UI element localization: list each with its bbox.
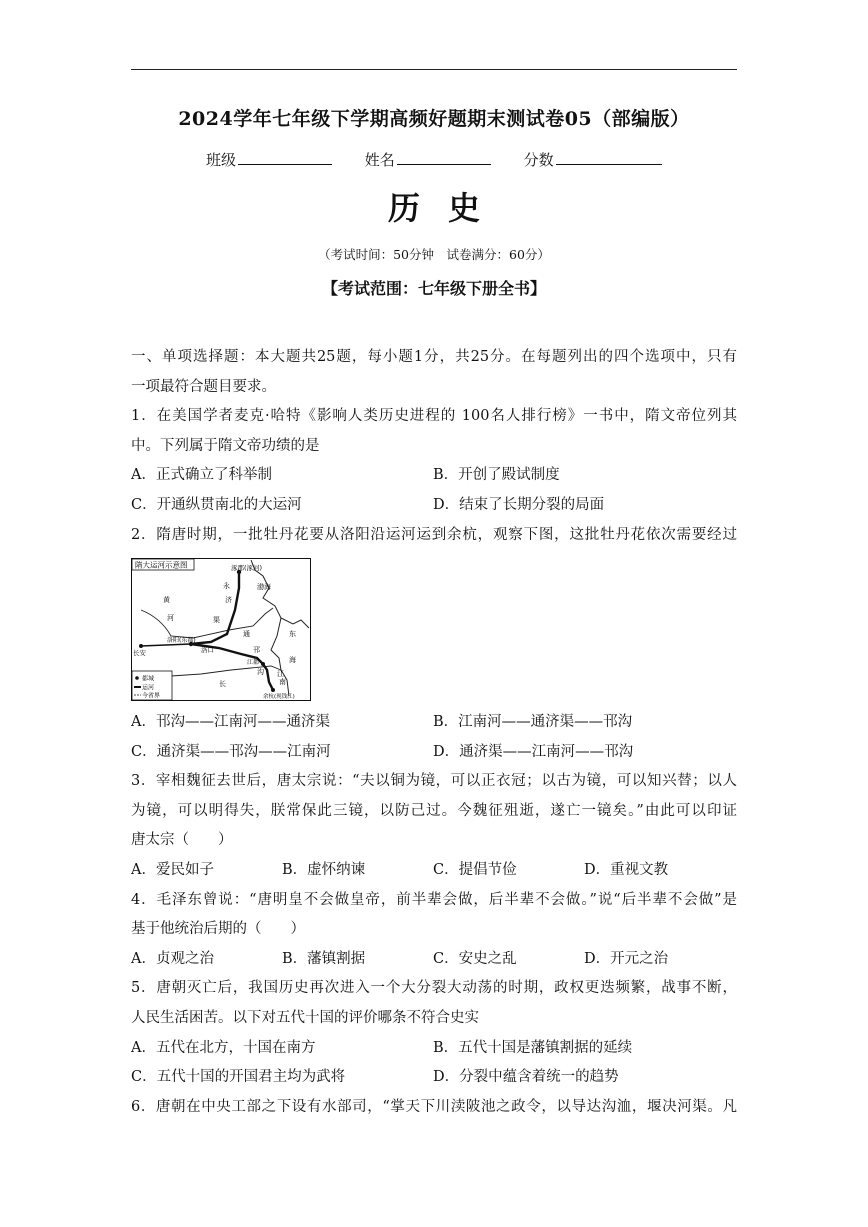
- section-instructions-line2: 一项最符合题目要求。: [131, 378, 276, 395]
- map-label-yong: 永: [223, 582, 230, 590]
- q4-options-row: [131, 945, 737, 975]
- class-label: 班级: [206, 151, 237, 169]
- q2-stem-line1: 2．隋唐时期，一批牡丹花要从洛阳沿运河运到余杭，观察下图，这批牡丹花依次需要经过: [131, 526, 737, 543]
- map-label-jiangdu: 江都: [247, 659, 260, 666]
- map-city-yuhang: [271, 688, 275, 692]
- map-label-zhuojun: 涿郡(涿河): [231, 564, 263, 572]
- exam-title: 2024学年七年级下学期高频好题期末测试卷05（部编版）: [178, 108, 690, 130]
- map-label-qu: 渠: [213, 616, 220, 624]
- map-label-changan: 长安: [133, 649, 146, 657]
- student-info-line: [206, 148, 662, 170]
- q1-stem-line2: 中。下列属于隋文帝功绩的是: [131, 437, 320, 454]
- q3-stem-line3: 唐太宗（ ）: [131, 832, 233, 849]
- q4-option-d[interactable]: D．开元之治: [584, 950, 669, 967]
- map-label-jiang: 江: [277, 670, 284, 678]
- subject-title: 历史: [387, 189, 508, 227]
- map-legend-capital: 都城: [142, 675, 155, 683]
- q3-option-a[interactable]: A．爱民如子: [131, 861, 214, 878]
- time-info: （考试时间：50分钟 试卷满分：60分）: [318, 247, 550, 262]
- grand-canal-map: [131, 558, 311, 701]
- q4-option-c[interactable]: C．安史之乱: [433, 950, 517, 967]
- section-instructions-line1: 一、单项选择题：本大题共25题，每小题1分，共25分。在每题列出的四个选项中，只有: [131, 349, 737, 365]
- map-label-han: 邗: [253, 646, 260, 654]
- map-label-bohai: 渤海: [257, 583, 271, 591]
- q2-option-a[interactable]: A．邗沟——江南河——通济渠: [131, 714, 330, 730]
- q1-option-a[interactable]: A．正式确立了科举制: [131, 467, 272, 484]
- q1-stem-line1: 1．在美国学者麦克·哈特《影响人类历史进程的 100名人排行榜》一书中，隋文帝位列其: [131, 408, 737, 425]
- name-label: 姓名: [364, 151, 395, 169]
- q5-option-c[interactable]: C．五代十国的开国君主均为武将: [131, 1069, 346, 1086]
- map-label-chang: 长: [219, 680, 226, 688]
- q4-option-a[interactable]: A．贞观之治: [131, 950, 214, 967]
- map-label-ji: 济: [225, 596, 232, 604]
- q1-option-c[interactable]: C．开通纵贯南北的大运河: [131, 496, 302, 513]
- map-label-luoyang: 洛阳(东都): [167, 637, 196, 644]
- score-label: 分数: [523, 151, 554, 169]
- map-city-jiangdu: [261, 662, 265, 666]
- question-block-2: [131, 708, 737, 1122]
- map-legend-capital-icon: [135, 676, 139, 680]
- q3-options-row: [131, 856, 737, 886]
- q5-option-b[interactable]: B．五代十国是藩镇割据的延续: [433, 1039, 633, 1056]
- q3-option-b[interactable]: B．虚怀纳谏: [282, 861, 366, 878]
- map-label-huang: 黄: [163, 596, 170, 604]
- q3-option-d[interactable]: D．重视文教: [584, 861, 669, 878]
- q5-options-row2: [131, 1063, 737, 1093]
- q2-options-row2: [131, 738, 737, 768]
- q1-options-row2: [131, 491, 737, 521]
- q2-option-c[interactable]: C．通济渠——邗沟——江南河: [131, 743, 331, 760]
- question-block-1: [131, 343, 737, 550]
- q1-option-b[interactable]: B．开创了殿试制度: [433, 467, 560, 484]
- q5-stem-line1: 5．唐朝灭亡后，我国历史再次进入一个大分裂大动荡的时期，政权更迭频繁，战事不断，: [131, 980, 737, 997]
- map-label-tong: 通: [243, 630, 250, 638]
- name-blank[interactable]: [397, 148, 491, 165]
- class-blank[interactable]: [238, 148, 332, 165]
- q5-stem-line2: 人民生活困苦。以下对五代十国的评价哪条不符合史实: [131, 1009, 479, 1026]
- q5-option-d[interactable]: D．分裂中蕴含着统一的趋势: [433, 1069, 619, 1086]
- q1-options-row1: [131, 461, 737, 491]
- q2-option-b[interactable]: B．江南河——通济渠——邗沟: [433, 714, 633, 730]
- q5-option-a[interactable]: A．五代在北方，十国在南方: [131, 1039, 316, 1056]
- map-city-changan: [139, 644, 143, 648]
- map-legend-canal: 运河: [142, 684, 155, 692]
- q3-stem-line1: 3．宰相魏征去世后，唐太宗说：“夫以铜为镜，可以正衣冠；以古为镜，可以知兴替；以人: [131, 773, 737, 790]
- score-blank[interactable]: [556, 148, 662, 165]
- map-label-he: 河: [167, 614, 174, 622]
- map-legend-boundary: 今省界: [142, 692, 161, 700]
- map-label-gou: 沟: [257, 668, 264, 676]
- q6-stem-line1: 6．唐朝在中央工部之下设有水部司，“掌天下川渎陂池之政令，以导达沟洫，堰决河渠。凡: [131, 1098, 737, 1115]
- q4-stem-line2: 基于他统治后期的（ ）: [131, 921, 305, 938]
- map-label-yuhang: 余杭(现钱江): [263, 694, 295, 700]
- q4-stem-line1: 4．毛泽东曾说：“唐明皇不会做皇帝，前半辈会做，后半辈不会做。”说“后半辈不会做”是: [131, 891, 737, 908]
- map-label-hai: 海: [289, 656, 296, 664]
- q2-options-row1: [131, 708, 737, 738]
- map-label-dong: 东: [289, 630, 296, 638]
- header-rule: [131, 69, 737, 70]
- exam-scope: 【考试范围：七年级下册全书】: [321, 279, 546, 298]
- map-title: 隋大运河示意图: [135, 560, 188, 570]
- map-label-nan: 南: [279, 678, 286, 686]
- q1-option-d[interactable]: D．结束了长期分裂的局面: [433, 496, 605, 513]
- q5-options-row1: [131, 1034, 737, 1064]
- q4-option-b[interactable]: B．藩镇割据: [282, 950, 366, 967]
- q3-option-c[interactable]: C．提倡节俭: [433, 861, 517, 878]
- map-label-luokou: 洛口: [201, 646, 214, 654]
- q2-option-d[interactable]: D．通济渠——江南河——邗沟: [433, 743, 634, 760]
- q3-stem-line2: 为镜，可以明得失，朕常保此三镜，以防己过。今魏征殂逝，遂亡一镜矣。”由此可以印证: [131, 802, 737, 819]
